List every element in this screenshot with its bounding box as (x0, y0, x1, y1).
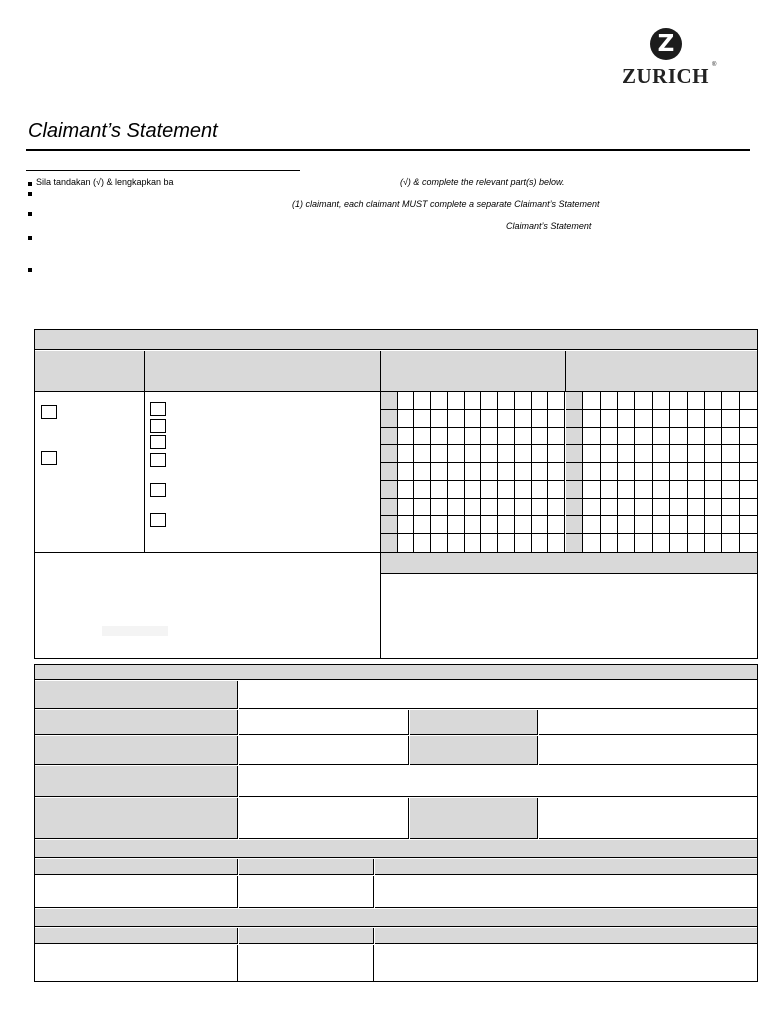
grid-character-box[interactable] (481, 428, 498, 446)
grid-character-box[interactable] (481, 392, 498, 410)
grid-character-box[interactable] (670, 516, 687, 534)
grid-character-box[interactable] (583, 499, 600, 517)
grid-character-box[interactable] (498, 445, 515, 463)
field-label (410, 710, 538, 735)
grid-character-box[interactable] (414, 392, 431, 410)
character-grid-right (566, 392, 757, 552)
grid-character-box[interactable] (448, 428, 465, 446)
instruction-3-english: (1) claimant, each claimant MUST complete a separate Claimant’s Statement (292, 199, 600, 209)
grid-character-box[interactable] (722, 481, 739, 499)
grid-character-box[interactable] (722, 516, 739, 534)
zurich-wordmark: ZURICH (622, 64, 710, 88)
grid-character-box[interactable] (398, 463, 415, 481)
remarks-header-bar (381, 553, 757, 574)
grid-character-box[interactable] (670, 481, 687, 499)
column-label (239, 859, 374, 875)
grid-character-box[interactable] (414, 481, 431, 499)
grid-character-box[interactable] (618, 499, 635, 517)
bullet-icon (28, 268, 32, 272)
grid-character-box[interactable] (653, 428, 670, 446)
instruction-4-english: Claimant’s Statement (506, 221, 592, 231)
grid-character-box[interactable] (601, 481, 618, 499)
grid-character-box[interactable] (414, 499, 431, 517)
grid-character-box[interactable] (414, 445, 431, 463)
grid-character-box[interactable] (635, 428, 652, 446)
grid-character-box[interactable] (398, 481, 415, 499)
grid-character-box[interactable] (635, 445, 652, 463)
grid-character-box[interactable] (532, 463, 549, 481)
input-field[interactable] (239, 710, 409, 735)
grid-character-box[interactable] (601, 410, 618, 428)
grid-character-box[interactable] (498, 534, 515, 552)
grid-character-box[interactable] (515, 534, 532, 552)
grid-character-box[interactable] (601, 428, 618, 446)
grid-shaded-cell (381, 481, 398, 499)
grid-character-box[interactable] (618, 445, 635, 463)
column-label (239, 928, 374, 944)
grid-character-box[interactable] (548, 463, 565, 481)
grid-shaded-cell (566, 428, 583, 446)
grid-character-box[interactable] (465, 534, 482, 552)
grid-character-box[interactable] (465, 445, 482, 463)
grid-shaded-cell (566, 392, 583, 410)
grid-character-box[interactable] (498, 481, 515, 499)
grid-character-box[interactable] (532, 410, 549, 428)
grid-character-box[interactable] (670, 410, 687, 428)
grid-character-box[interactable] (448, 534, 465, 552)
grid-shaded-cell (381, 445, 398, 463)
grid-character-box[interactable] (722, 410, 739, 428)
grid-character-box[interactable] (740, 516, 757, 534)
input-field[interactable] (375, 876, 757, 908)
grid-character-box[interactable] (431, 481, 448, 499)
grid-character-box[interactable] (532, 534, 549, 552)
option-checkbox[interactable] (150, 435, 166, 449)
grid-character-box[interactable] (431, 516, 448, 534)
grid-character-box[interactable] (431, 445, 448, 463)
bullet-icon (28, 212, 32, 216)
grid-character-box[interactable] (515, 445, 532, 463)
claim-type-checkbox[interactable] (41, 405, 57, 419)
grid-character-box[interactable] (635, 516, 652, 534)
zurich-z-icon: Z (650, 28, 682, 60)
grid-character-box[interactable] (498, 516, 515, 534)
grid-character-box[interactable] (653, 534, 670, 552)
grid-character-box[interactable] (515, 499, 532, 517)
section-claim-details (34, 329, 758, 659)
grid-character-box[interactable] (448, 445, 465, 463)
grid-shaded-cell (566, 410, 583, 428)
section-1-header-bar (35, 330, 757, 350)
grid-character-box[interactable] (414, 463, 431, 481)
input-field[interactable] (35, 945, 238, 981)
grid-character-box[interactable] (583, 534, 600, 552)
grid-character-box[interactable] (548, 516, 565, 534)
grid-character-box[interactable] (548, 534, 565, 552)
grid-character-box[interactable] (583, 428, 600, 446)
grid-character-box[interactable] (431, 410, 448, 428)
grid-character-box[interactable] (583, 445, 600, 463)
grid-character-box[interactable] (740, 534, 757, 552)
grid-character-box[interactable] (705, 445, 722, 463)
grid-character-box[interactable] (465, 516, 482, 534)
grid-character-box[interactable] (448, 392, 465, 410)
grid-character-box[interactable] (635, 410, 652, 428)
character-grid-left (381, 392, 565, 552)
column-divider (144, 351, 145, 553)
grid-character-box[interactable] (532, 392, 549, 410)
grid-character-box[interactable] (635, 534, 652, 552)
input-field[interactable] (375, 945, 757, 981)
grid-character-box[interactable] (481, 445, 498, 463)
grid-character-box[interactable] (583, 516, 600, 534)
grid-character-box[interactable] (618, 428, 635, 446)
grid-character-box[interactable] (670, 534, 687, 552)
grid-character-box[interactable] (398, 445, 415, 463)
grid-character-box[interactable] (398, 516, 415, 534)
grid-character-box[interactable] (688, 463, 705, 481)
grid-character-box[interactable] (688, 428, 705, 446)
option-checkbox[interactable] (150, 402, 166, 416)
grid-character-box[interactable] (448, 516, 465, 534)
grid-character-box[interactable] (448, 499, 465, 517)
grid-character-box[interactable] (601, 516, 618, 534)
grid-character-box[interactable] (481, 516, 498, 534)
grid-character-box[interactable] (601, 445, 618, 463)
grid-character-box[interactable] (705, 499, 722, 517)
option-checkbox[interactable] (150, 419, 166, 433)
grid-character-box[interactable] (653, 463, 670, 481)
subsection-header-bar (35, 840, 757, 858)
column-label (35, 859, 238, 875)
grid-character-box[interactable] (532, 516, 549, 534)
input-field[interactable] (539, 736, 757, 765)
grid-character-box[interactable] (740, 499, 757, 517)
column-label (375, 859, 757, 875)
grid-shaded-cell (381, 499, 398, 517)
option-checkbox[interactable] (150, 483, 166, 497)
grid-character-box[interactable] (481, 499, 498, 517)
grid-character-box[interactable] (653, 516, 670, 534)
option-checkbox[interactable] (150, 513, 166, 527)
grid-character-box[interactable] (532, 445, 549, 463)
grid-shaded-cell (566, 463, 583, 481)
grid-character-box[interactable] (601, 463, 618, 481)
grid-character-box[interactable] (431, 392, 448, 410)
grid-shaded-cell (566, 499, 583, 517)
grid-character-box[interactable] (414, 428, 431, 446)
grid-character-box[interactable] (618, 481, 635, 499)
grid-character-box[interactable] (515, 481, 532, 499)
field-label (410, 798, 538, 839)
grid-character-box[interactable] (635, 463, 652, 481)
column-divider (565, 351, 566, 392)
subsection-header-bar (35, 909, 757, 927)
grid-character-box[interactable] (515, 516, 532, 534)
grid-character-box[interactable] (722, 445, 739, 463)
input-field[interactable] (239, 736, 409, 765)
instruction-1-malay: Sila tandakan (√) & lengkapkan ba (36, 177, 174, 187)
field-label (35, 710, 238, 735)
grid-character-box[interactable] (601, 392, 618, 410)
grid-character-box[interactable] (398, 410, 415, 428)
address-field[interactable] (239, 766, 757, 797)
grid-character-box[interactable] (635, 499, 652, 517)
grid-character-box[interactable] (481, 534, 498, 552)
field-label (410, 736, 538, 765)
grid-character-box[interactable] (618, 463, 635, 481)
grid-shaded-cell (381, 428, 398, 446)
grid-character-box[interactable] (532, 499, 549, 517)
input-field[interactable] (239, 945, 374, 981)
grid-character-box[interactable] (688, 410, 705, 428)
grid-character-box[interactable] (515, 392, 532, 410)
grid-character-box[interactable] (498, 428, 515, 446)
grid-character-box[interactable] (722, 463, 739, 481)
instruction-1-english: (√) & complete the relevant part(s) below. (400, 177, 565, 187)
grid-character-box[interactable] (498, 463, 515, 481)
grid-character-box[interactable] (431, 428, 448, 446)
zurich-logo (616, 24, 722, 88)
grid-character-box[interactable] (618, 534, 635, 552)
grid-character-box[interactable] (722, 499, 739, 517)
grid-character-box[interactable] (740, 392, 757, 410)
column-label (375, 928, 757, 944)
grid-character-box[interactable] (601, 534, 618, 552)
input-field[interactable] (539, 798, 757, 839)
grid-character-box[interactable] (653, 445, 670, 463)
section-2-header-bar (35, 665, 757, 680)
grid-shaded-cell (381, 516, 398, 534)
grid-character-box[interactable] (705, 481, 722, 499)
grid-character-box[interactable] (448, 410, 465, 428)
grid-character-box[interactable] (481, 410, 498, 428)
grid-character-box[interactable] (465, 463, 482, 481)
grid-character-box[interactable] (448, 463, 465, 481)
grid-character-box[interactable] (653, 481, 670, 499)
redacted-field (102, 626, 168, 636)
grid-shaded-cell (566, 445, 583, 463)
grid-character-box[interactable] (601, 499, 618, 517)
grid-character-box[interactable] (688, 445, 705, 463)
grid-character-box[interactable] (398, 428, 415, 446)
grid-character-box[interactable] (653, 392, 670, 410)
grid-character-box[interactable] (705, 428, 722, 446)
grid-character-box[interactable] (670, 499, 687, 517)
grid-character-box[interactable] (618, 516, 635, 534)
option-checkbox[interactable] (150, 453, 166, 467)
grid-character-box[interactable] (414, 516, 431, 534)
field-label (35, 798, 238, 839)
grid-character-box[interactable] (583, 463, 600, 481)
grid-character-box[interactable] (722, 392, 739, 410)
grid-character-box[interactable] (705, 534, 722, 552)
grid-character-box[interactable] (465, 410, 482, 428)
grid-character-box[interactable] (414, 534, 431, 552)
grid-character-box[interactable] (635, 392, 652, 410)
grid-character-box[interactable] (670, 445, 687, 463)
grid-character-box[interactable] (583, 410, 600, 428)
grid-character-box[interactable] (670, 463, 687, 481)
grid-character-box[interactable] (481, 463, 498, 481)
instructions-divider (26, 170, 300, 171)
claimant-name-field[interactable] (239, 681, 757, 709)
grid-character-box[interactable] (548, 410, 565, 428)
grid-character-box[interactable] (688, 481, 705, 499)
input-field[interactable] (35, 876, 238, 908)
grid-character-box[interactable] (481, 481, 498, 499)
grid-character-box[interactable] (498, 392, 515, 410)
grid-character-box[interactable] (515, 428, 532, 446)
grid-character-box[interactable] (670, 392, 687, 410)
grid-character-box[interactable] (414, 410, 431, 428)
grid-shaded-cell (566, 516, 583, 534)
bullet-icon (28, 236, 32, 240)
grid-character-box[interactable] (635, 481, 652, 499)
grid-character-box[interactable] (653, 499, 670, 517)
grid-character-box[interactable] (398, 499, 415, 517)
grid-character-box[interactable] (670, 428, 687, 446)
input-field[interactable] (239, 876, 374, 908)
grid-character-box[interactable] (688, 534, 705, 552)
grid-character-box[interactable] (465, 481, 482, 499)
field-label (35, 766, 238, 797)
claim-type-checkbox[interactable] (41, 451, 57, 465)
grid-character-box[interactable] (705, 410, 722, 428)
field-label (35, 736, 238, 765)
grid-character-box[interactable] (722, 534, 739, 552)
grid-shaded-cell (381, 534, 398, 552)
section-claimant-particulars (34, 664, 758, 982)
grid-character-box[interactable] (618, 410, 635, 428)
grid-character-box[interactable] (465, 428, 482, 446)
grid-character-box[interactable] (740, 410, 757, 428)
grid-character-box[interactable] (548, 481, 565, 499)
grid-character-box[interactable] (548, 499, 565, 517)
grid-shaded-cell (381, 392, 398, 410)
grid-character-box[interactable] (398, 392, 415, 410)
grid-character-box[interactable] (532, 481, 549, 499)
grid-shaded-cell (381, 410, 398, 428)
grid-character-box[interactable] (515, 463, 532, 481)
grid-character-box[interactable] (740, 428, 757, 446)
field-label (35, 681, 238, 709)
grid-shaded-cell (566, 534, 583, 552)
grid-character-box[interactable] (705, 463, 722, 481)
grid-character-box[interactable] (431, 534, 448, 552)
grid-character-box[interactable] (431, 499, 448, 517)
grid-character-box[interactable] (515, 410, 532, 428)
column-label (35, 928, 238, 944)
grid-character-box[interactable] (583, 392, 600, 410)
grid-character-box[interactable] (431, 463, 448, 481)
grid-character-box[interactable] (653, 410, 670, 428)
grid-character-box[interactable] (548, 445, 565, 463)
grid-shaded-cell (566, 481, 583, 499)
grid-character-box[interactable] (465, 392, 482, 410)
grid-character-box[interactable] (532, 428, 549, 446)
grid-character-box[interactable] (448, 481, 465, 499)
grid-character-box[interactable] (740, 463, 757, 481)
registered-mark: ® (712, 62, 717, 68)
page-title: Claimant’s Statement (28, 120, 218, 142)
grid-shaded-cell (381, 463, 398, 481)
grid-character-box[interactable] (583, 481, 600, 499)
grid-character-box[interactable] (705, 516, 722, 534)
bullet-icon (28, 192, 32, 196)
title-divider (26, 149, 750, 151)
grid-character-box[interactable] (398, 534, 415, 552)
grid-character-box[interactable] (688, 499, 705, 517)
grid-character-box[interactable] (618, 392, 635, 410)
grid-character-box[interactable] (465, 499, 482, 517)
grid-character-box[interactable] (548, 392, 565, 410)
grid-character-box[interactable] (688, 392, 705, 410)
grid-character-box[interactable] (548, 428, 565, 446)
input-field[interactable] (539, 710, 757, 735)
grid-character-box[interactable] (740, 481, 757, 499)
input-field[interactable] (239, 798, 409, 839)
grid-character-box[interactable] (688, 516, 705, 534)
grid-character-box[interactable] (740, 445, 757, 463)
grid-character-box[interactable] (498, 499, 515, 517)
grid-character-box[interactable] (705, 392, 722, 410)
grid-character-box[interactable] (722, 428, 739, 446)
bullet-icon (28, 182, 32, 186)
grid-character-box[interactable] (498, 410, 515, 428)
